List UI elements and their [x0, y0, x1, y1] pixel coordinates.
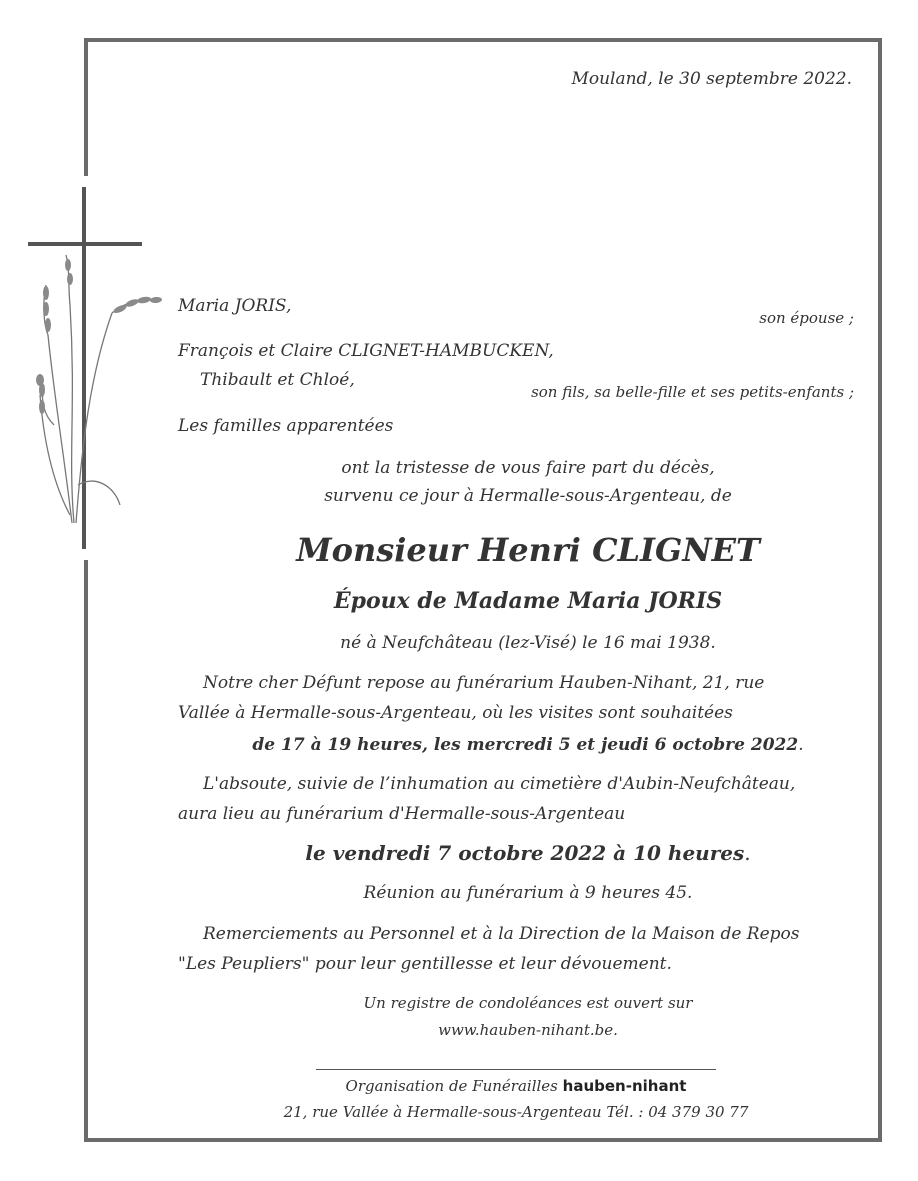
funeral-line: L'absoute, suivie de l’inhumation au cimetière d'Aubin-Neufchâteau,: [203, 774, 796, 794]
frame-bottom-border: [84, 1138, 882, 1142]
announcement-line: survenu ce jour à Hermalle-sous-Argenteau, de: [324, 486, 732, 506]
deceased-spouse: Époux de Madame Maria JORIS: [333, 588, 723, 614]
frame-left-border-lower: [84, 560, 88, 1142]
visitation-times-text: de 17 à 19 heures, les mercredi 5 et jeudi 6 octobre 2022: [252, 735, 799, 755]
funeral-date-period: .: [744, 841, 751, 865]
deceased-name: Monsieur Henri CLIGNET: [296, 531, 760, 569]
funeral-line: aura lieu au funérarium d'Hermalle-sous-Argenteau: [178, 804, 626, 824]
cross-with-wheat-icon: [24, 185, 174, 555]
visitation-times-period: .: [798, 735, 804, 755]
announcement-line: ont la tristesse de vous faire part du décès,: [341, 458, 715, 478]
visitation-line: Notre cher Défunt repose au funérarium Hauben-Nihant, 21, rue: [203, 673, 765, 693]
family-member-children: Thibault et Chloé,: [200, 370, 355, 390]
family-member-name: Les familles apparentées: [178, 416, 394, 436]
funeral-meeting: Réunion au funérarium à 9 heures 45.: [363, 883, 693, 903]
frame-left-border-upper: [84, 38, 88, 176]
footer-brand: hauben-nihant: [562, 1077, 687, 1095]
thanks-line: "Les Peupliers" pour leur gentillesse et leur dévouement.: [178, 954, 672, 974]
registry-url: www.hauben-nihant.be.: [438, 1021, 618, 1039]
family-member-relation: son fils, sa belle-fille et ses petits-enfants ;: [531, 383, 854, 401]
thanks-line: Remerciements au Personnel et à la Direction de la Maison de Repos: [203, 924, 800, 944]
footer-divider: [316, 1069, 716, 1070]
funeral-date-text: le vendredi 7 octobre 2022 à 10 heures: [305, 841, 745, 865]
family-member-name: Maria JORIS,: [178, 296, 292, 316]
frame-right-border: [878, 38, 882, 1142]
footer-org-prefix: Organisation de Funérailles: [345, 1077, 558, 1095]
place-and-date: Mouland, le 30 septembre 2022.: [571, 69, 852, 89]
footer-organization: [216, 1077, 816, 1095]
family-member-name: François et Claire CLIGNET-HAMBUCKEN,: [178, 341, 554, 361]
visitation-line: Vallée à Hermalle-sous-Argenteau, où les visites sont souhaitées: [178, 703, 733, 723]
footer-address: 21, rue Vallée à Hermalle-sous-Argenteau Tél. : 04 379 30 77: [283, 1103, 749, 1121]
frame-top-border: [84, 38, 882, 42]
funeral-date: [178, 841, 878, 865]
family-member-relation: son épouse ;: [759, 309, 854, 327]
registry-line: Un registre de condoléances est ouvert sur: [363, 994, 693, 1012]
deceased-birth: né à Neufchâteau (lez-Visé) le 16 mai 1938.: [340, 633, 716, 653]
visitation-times: [178, 735, 878, 755]
